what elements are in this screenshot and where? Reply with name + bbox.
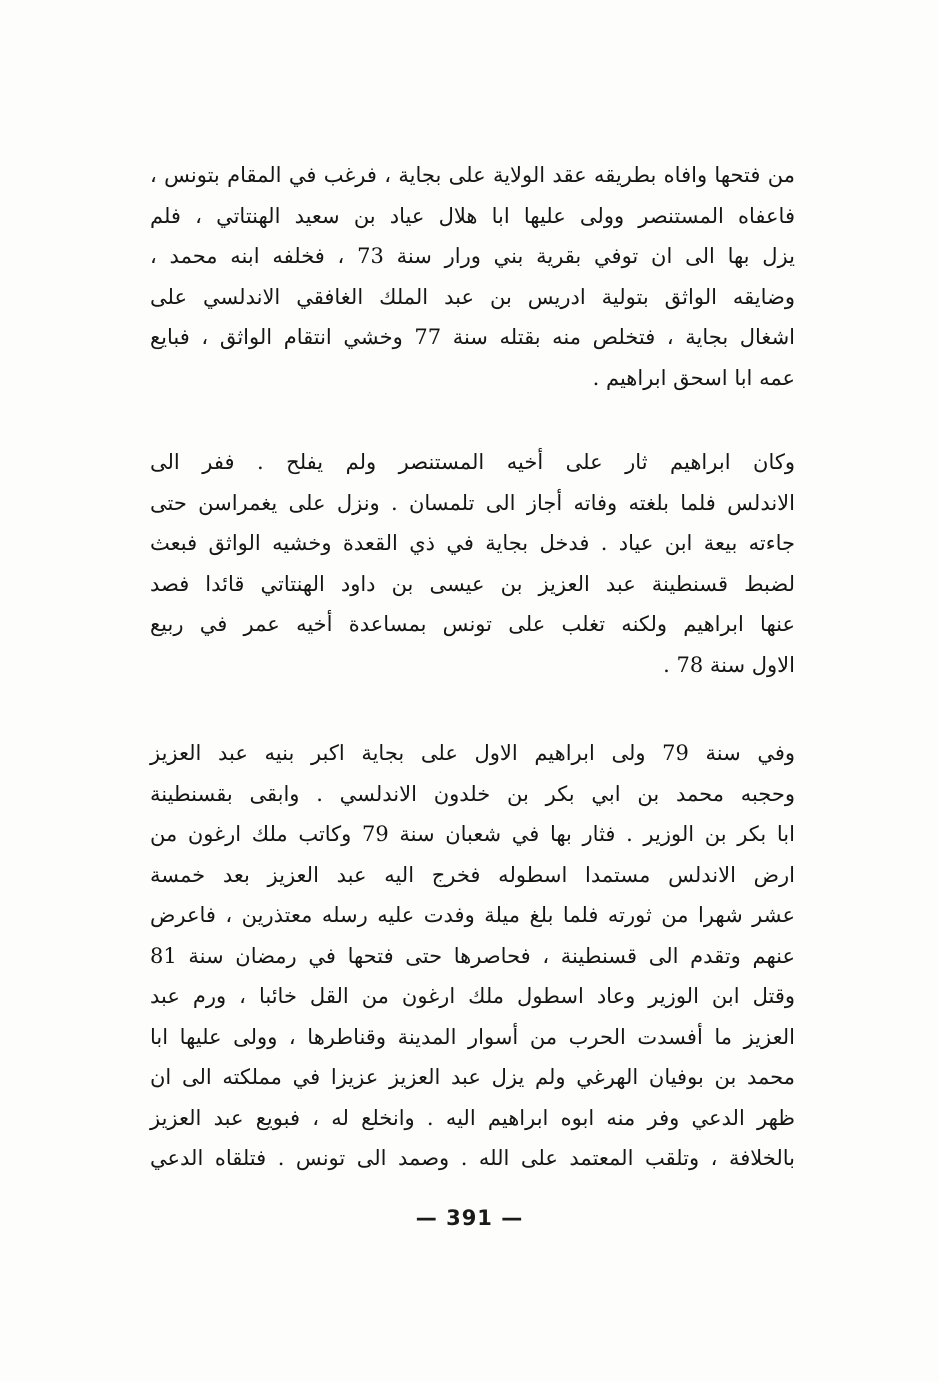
text-line: من فتحها وافاه بطريقه عقد الولاية على بجاية ، فرغب في المقام بتونس ، (150, 163, 795, 187)
text-line: وحجبه محمد بن ابي بكر بن خلدون الاندلسي . وابقى بقسنطينة (150, 781, 795, 806)
text-line: بالخلافة ، وتلقب المعتمد على الله . وصمد الى تونس . فتلقاه الدعي (150, 1146, 795, 1170)
text-line: فاعفاه المستنصر وولى عليها ابا هلال عياد بن سعيد الهنتاتي ، فلم (150, 203, 795, 228)
text-line: عشر شهرا من ثورته فلما بلغ ميلة وفدت عليه رسله معتذرين ، فاعرض (150, 903, 795, 927)
text-line: الاندلس فلما بلغته وفاته أجاز الى تلمسان . ونزل على يغمراسن حتى (150, 490, 795, 515)
text-line: وكان ابراهيم ثار على أخيه المستنصر ولم يفلح . ففر الى (150, 450, 795, 474)
paragraph-3 (150, 733, 795, 1179)
paragraph-1 (150, 155, 795, 398)
page-number: — 391 — (415, 1206, 524, 1230)
text-line: عنهم وتقدم الى قسنطينة ، فحاصرها حتى فتحها في رمضان سنة 81 (150, 943, 795, 968)
text-line: وفي سنة 79 ولى ابراهيم الاول على بجاية اكبر بنيه عبد العزيز (150, 741, 795, 765)
text-line: محمد بن بوفيان الهرغي ولم يزل عبد العزيز عزيزا في مملكته الى ان (150, 1065, 795, 1089)
text-line: عنها ابراهيم ولكنه تغلب على تونس بمساعدة أخيه عمر في ربيع (150, 612, 795, 636)
text-line: عمه ابا اسحق ابراهيم . (592, 365, 795, 390)
text-line: وقتل ابن الوزير وعاد اسطول ملك ارغون من القل خائبا ، ورم عبد (150, 984, 795, 1008)
paragraph-2 (150, 442, 795, 685)
text-line: يزل بها الى ان توفي بقرية بني ورار سنة 73 ، فخلفه ابنه محمد ، (150, 244, 795, 268)
text-line: وضايقه الواثق بتولية ادريس بن عبد الملك الغافقي الاندلسي على (150, 284, 795, 309)
text-line: العزيز ما أفسدت الحرب من أسوار المدينة وقناطرها ، وولى عليها ابا (150, 1024, 795, 1049)
text-line: ابا بكر بن الوزير . فثار بها في شعبان سنة 79 وكاتب ملك ارغون من (150, 822, 795, 846)
text-line: ظهر الدعي وفر منه ابوه ابراهيم اليه . وانخلع له ، فبويع عبد العزيز (150, 1105, 795, 1130)
text-line: الاول سنة 78 . (663, 652, 795, 677)
text-line: جاءته بيعة ابن عياد . فدخل بجاية في ذي القعدة وخشيه الواثق فبعث (150, 531, 795, 555)
text-line: اشغال بجاية ، فتخلص منه بقتله سنة 77 وخشي انتقام الواثق ، فبايع (150, 325, 795, 349)
text-line: ارض الاندلس مستمدا اسطوله فخرج اليه عبد العزيز بعد خمسة (150, 862, 795, 887)
text-line: لضبط قسنطينة عبد العزيز بن عيسى بن داود الهنتاتي قائدا فصد (150, 571, 795, 596)
